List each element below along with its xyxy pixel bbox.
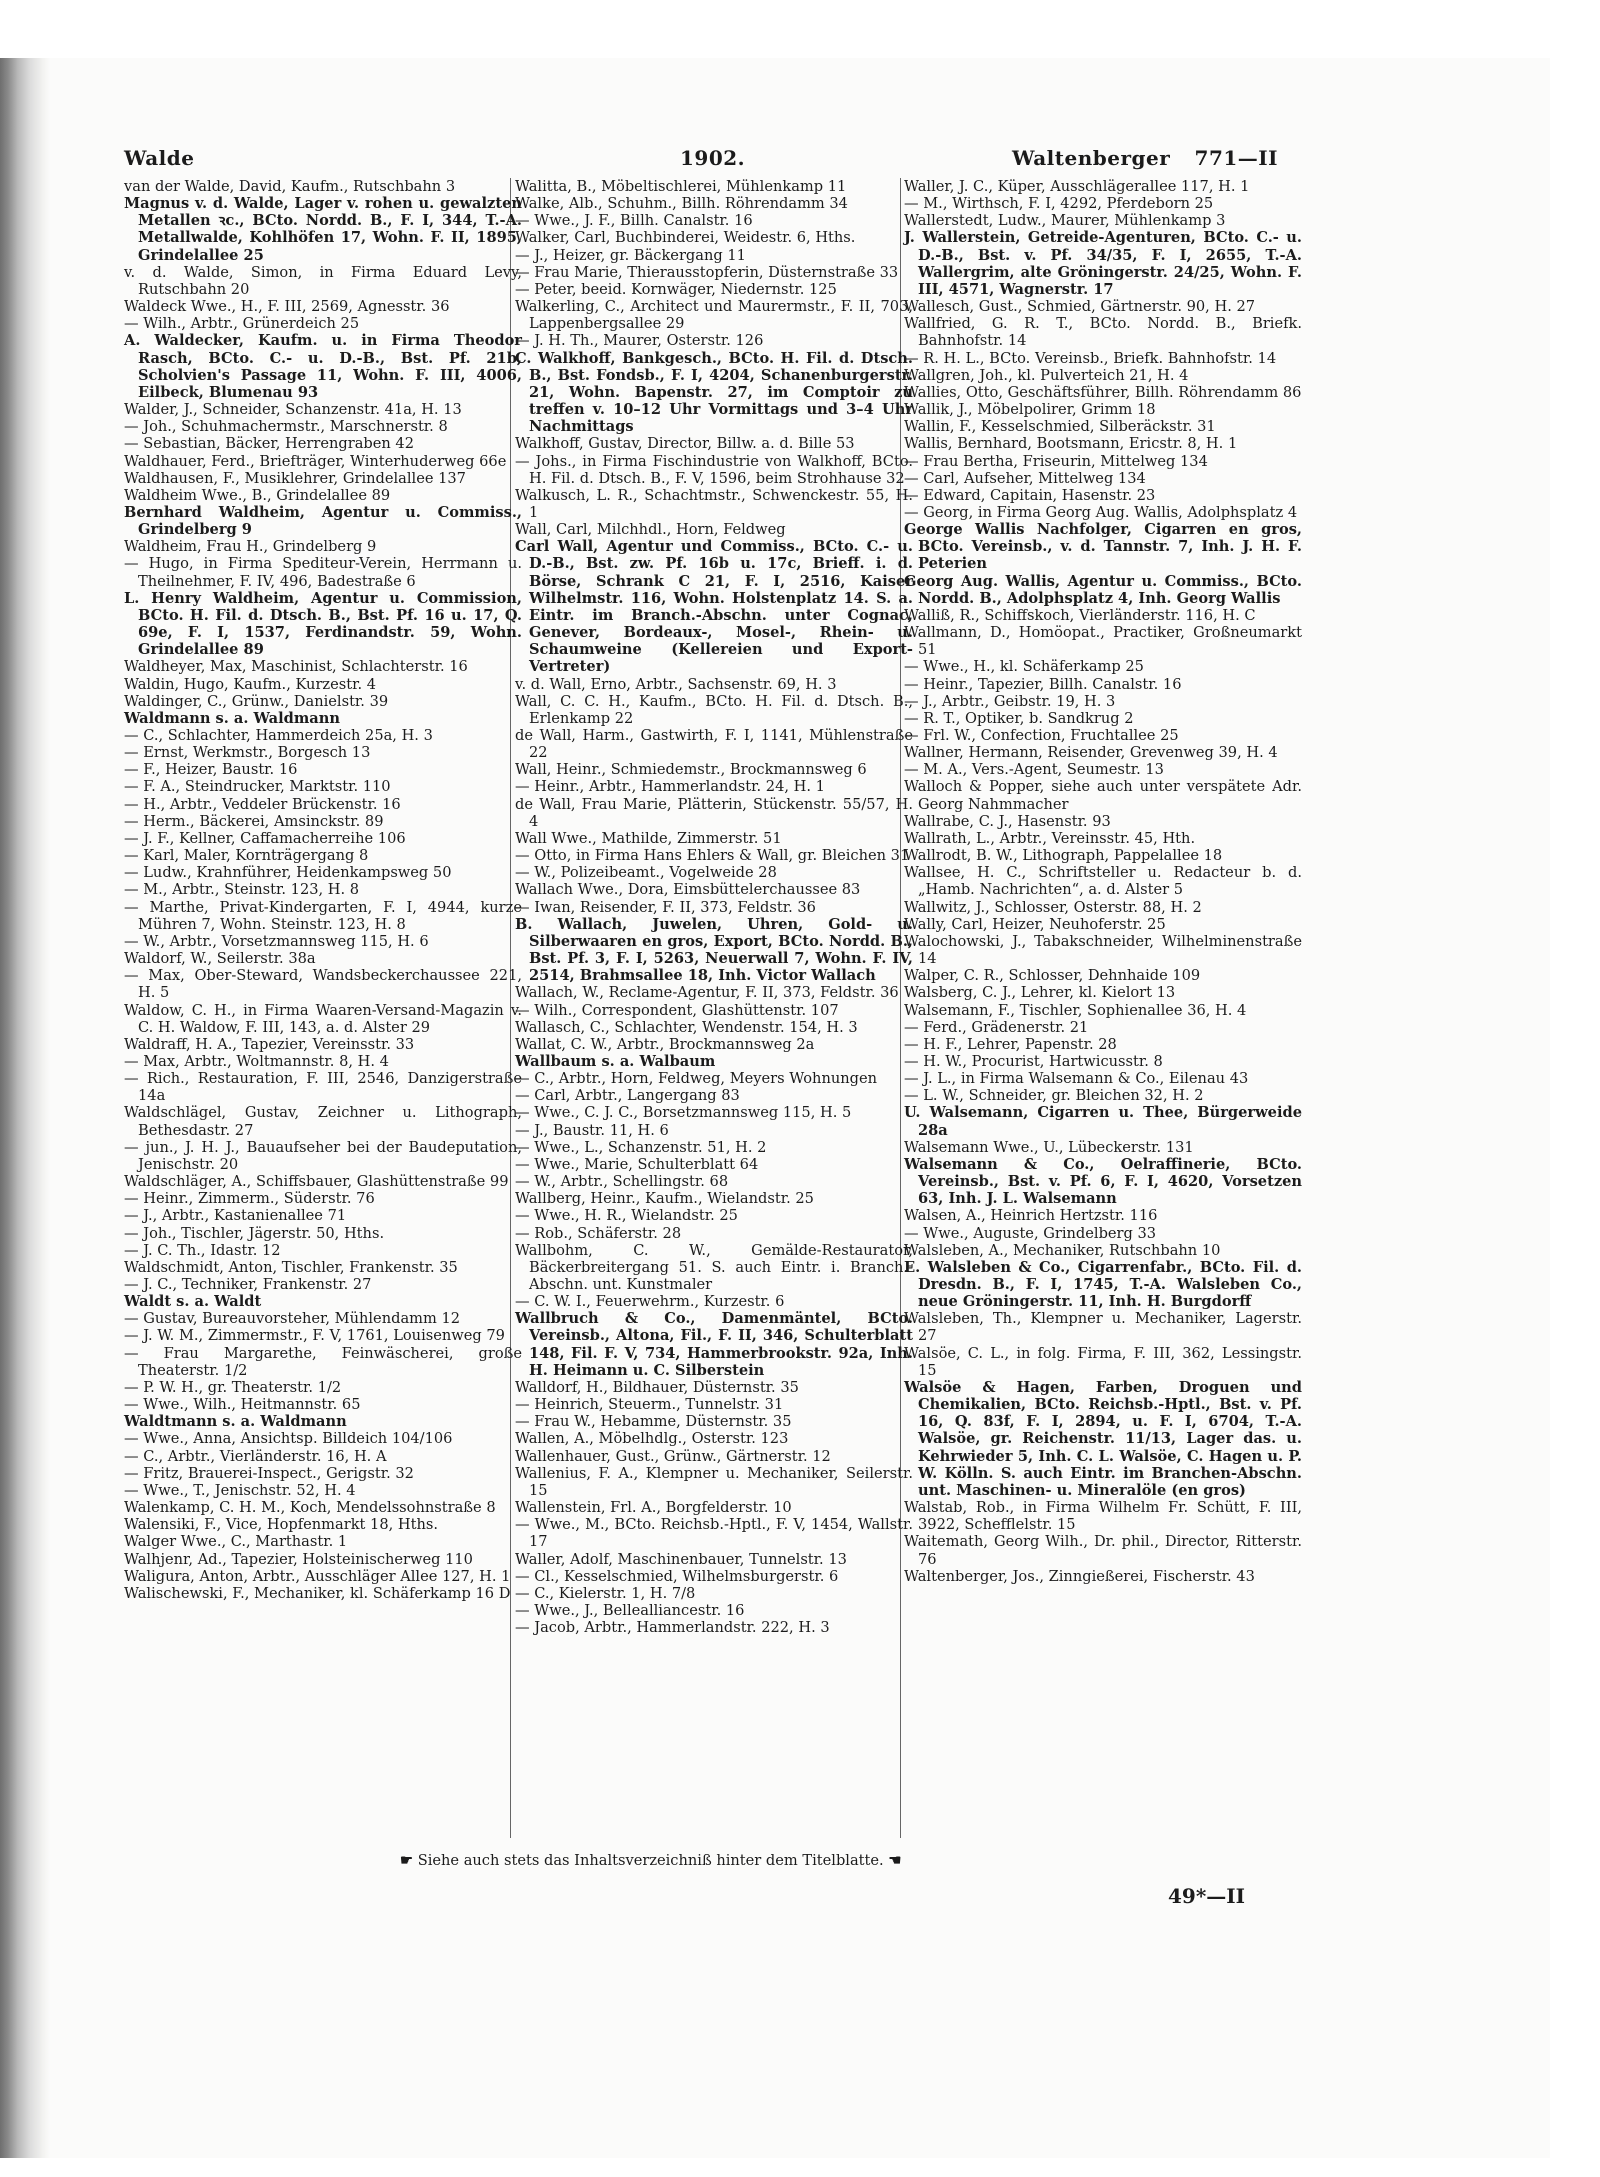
directory-entry: — M. A., Vers.-Agent, Seumestr. 13 [904,761,1164,779]
directory-entry: Wallat, C. W., Arbtr., Brockmannsweg 2a [515,1035,815,1053]
directory-entry: Waldhausen, F., Musiklehrer, Grindelallee 137 [124,469,466,487]
directory-entry: Wallrodt, B. W., Lithograph, Pappelallee 18 [904,847,1223,865]
directory-entry: Waldeck Wwe., H., F. III, 2569, Agnesstr. 36 [124,298,450,316]
directory-entry: J. Wallerstein, Getreide-Agenturen, BCto. C.- u. D.-B., Bst. v. Pf. 34/35, F. I, 2655, T.-A. Wallergrim, alte Gröningerstr. 24/25, Wohn. F. III, 4571, Wagnerstr. 17 [904,229,1302,298]
directory-entry: — F. A., Steindrucker, Marktstr. 110 [124,778,391,796]
directory-entry: — Carl, Aufseher, Mittelweg 134 [904,469,1146,487]
directory-entry: Waldheyer, Max, Maschinist, Schlachterstr. 16 [124,658,468,676]
directory-entry: — J. L., in Firma Walsemann & Co., Eilenau 43 [904,1070,1249,1088]
directory-entry: Walkerling, C., Architect und Maurermstr., F. II, 703, Lappenbergsallee 29 [515,298,913,333]
directory-entry: Waldschlägel, Gustav, Zeichner u. Lithograph, Bethesdastr. 27 [124,1104,522,1139]
directory-entry: — Gustav, Bureauvorsteher, Mühlendamm 12 [124,1310,461,1328]
directory-entry: — Frl. W., Confection, Fruchtallee 25 [904,727,1179,744]
directory-entry: — J., Heizer, gr. Bäckergang 11 [515,246,746,264]
directory-entry: — M., Arbtr., Steinstr. 123, H. 8 [124,881,360,899]
directory-entry: Wallbaum s. a. Walbaum [515,1052,716,1070]
directory-entry: Waldheim, Frau H., Grindelberg 9 [124,538,377,556]
directory-entry: Waldtmann s. a. Waldmann [124,1413,347,1431]
directory-entry: — W., Arbtr., Schellingstr. 68 [515,1173,729,1191]
directory-entry: — Frau Margarethe, Feinwäscherei, große Theaterstr. 1/2 [124,1344,522,1379]
directory-entry: Walensiki, F., Vice, Hopfenmarkt 18, Hths. [124,1516,439,1534]
directory-entry: — H., Arbtr., Veddeler Brückenstr. 16 [124,795,401,813]
directory-entry: — C. W. I., Feuerwehrm., Kurzestr. 6 [515,1293,785,1311]
directory-entry: Walsen, A., Heinrich Hertzstr. 116 [904,1207,1158,1225]
directory-entry: Wallenhauer, Gust., Grünw., Gärtnerstr. 12 [515,1447,831,1465]
header-left-keyword: Walde [124,146,195,170]
directory-entry: Wallwitz, J., Schlosser, Osterstr. 88, H. 2 [904,898,1202,916]
directory-entry: — P. W. H., gr. Theaterstr. 1/2 [124,1378,342,1396]
directory-entry: — F., Heizer, Baustr. 16 [124,761,298,779]
directory-entry: Wall Wwe., Mathilde, Zimmerstr. 51 [515,829,782,847]
directory-entry: — Georg, in Firma Georg Aug. Wallis, Adolphsplatz 4 [904,503,1298,521]
directory-entry: — C., Arbtr., Vierländerstr. 16, H. A [124,1447,387,1465]
directory-entry: Wallner, Hermann, Reisender, Grevenweg 39, H. 4 [904,744,1278,762]
directory-entry: — Peter, beeid. Kornwäger, Niedernstr. 125 [515,280,837,298]
directory-entry: Wallmann, D., Homöopat., Practiker, Großneumarkt 51 [904,624,1302,659]
directory-entry: Walstab, Rob., in Firma Wilhelm Fr. Schütt, F. III, 3922, Schefflelstr. 15 [904,1499,1302,1534]
directory-entry: v. d. Walde, Simon, in Firma Eduard Levy, Rutschbahn 20 [124,263,522,298]
directory-entry: — Heinr., Zimmerm., Süderstr. 76 [124,1190,375,1208]
directory-entry: — Fritz, Brauerei-Inspect., Gerigstr. 32 [124,1464,414,1482]
directory-entry: George Wallis Nachfolger, Cigarren en gros, BCto. Vereinsb., v. d. Tannstr. 7, Inh. J. H. F. Peterien [904,521,1302,573]
directory-entry: Walhjenr, Ad., Tapezier, Holsteinischerweg 110 [124,1550,473,1568]
directory-entry: Walder, J., Schneider, Schanzenstr. 41a, H. 13 [124,401,462,419]
pointing-hand-right-icon: ☛ [400,1852,414,1869]
directory-entry: Walsemann & Co., Oelraffinerie, BCto. Vereinsb., Bst. v. Pf. 6, F. I, 4620, Vorsetzen 63, Inh. J. L. Walsemann [904,1155,1302,1208]
directory-entry: Wallenstein, Frl. A., Borgfelderstr. 10 [515,1499,792,1517]
directory-entry: — Joh., Tischler, Jägerstr. 50, Hths. [124,1224,385,1242]
directory-entry: Waligura, Anton, Arbtr., Ausschläger Allee 127, H. 1 [124,1567,511,1585]
page-number: 49*—II [1168,1884,1246,1908]
directory-entry: Walliß, R., Schiffskoch, Vierländerstr. 116, H. C [904,606,1256,624]
directory-entry: Waldorf, W., Seilerstr. 38a [124,950,316,968]
directory-entry: — C., Arbtr., Horn, Feldweg, Meyers Wohnungen [515,1070,878,1088]
directory-entry: — H. F., Lehrer, Papenstr. 28 [904,1035,1117,1053]
directory-entry: Walenkamp, C. H. M., Koch, Mendelssohnstraße 8 [124,1499,496,1517]
directory-entry: Walkusch, L. R., Schachtmstr., Schwenckestr. 55, H. 1 [515,486,913,521]
directory-entry: U. Walsemann, Cigarren u. Thee, Bürgerweide 28a [904,1104,1302,1139]
directory-entry: — Frau Marie, Thierausstopferin, Düsternstraße 33 [515,263,899,281]
pointing-hand-left-icon: ☚ [888,1852,902,1869]
directory-entry: Wall, Carl, Milchhdl., Horn, Feldweg [515,521,786,539]
directory-entry: — Joh., Schuhmachermstr., Marschnerstr. 8 [124,418,448,436]
directory-entry: Walldorf, H., Bildhauer, Düsternstr. 35 [515,1378,799,1396]
directory-entry: — R. H. L., BCto. Vereinsb., Briefk. Bahnhofstr. 14 [904,349,1277,367]
directory-entry: — Wwe., Marie, Schulterblatt 64 [515,1155,759,1173]
directory-entry: — Carl, Arbtr., Langergang 83 [515,1087,740,1105]
directory-entry: Wallenius, F. A., Klempner u. Mechaniker, Seilerstr. 15 [515,1464,913,1499]
directory-entry: — Ferd., Grädenerstr. 21 [904,1018,1089,1036]
directory-entry: Wall, Heinr., Schmiedemstr., Brockmannsweg 6 [515,761,867,779]
directory-entry: Wallbruch & Co., Damenmäntel, BCto. Vereinsb., Altona, Fil., F. II, 346, Schulterblatt 148, Fil. F. V, 734, Hammerbrookstr. 92a, Inh. H. Heimann u. C. Silberstein [515,1310,913,1379]
directory-entry: Walischewski, F., Mechaniker, kl. Schäferkamp 16 D [124,1584,511,1602]
directory-entry: Wallrath, L., Arbtr., Vereinsstr. 45, Hth. [904,829,1196,847]
directory-entry: — Wwe., J., Bellealliancestr. 16 [515,1601,745,1619]
directory-entry: — Wwe., J. F., Billh. Canalstr. 16 [515,212,753,230]
directory-entry: L. Henry Waldheim, Agentur u. Commission, BCto. H. Fil. d. Dtsch. B., Bst. Pf. 16 u. 17, Q. 69e, F. I, 1537, Ferdinandstr. 59, Wohn. Grindelallee 89 [124,589,522,659]
header-right [1012,146,1278,174]
directory-entry: — Hugo, in Firma Spediteur-Verein, Herrmann u. Theilnehmer, F. IV, 496, Badestraße 6 [124,555,522,590]
directory-entry: — W., Arbtr., Vorsetzmannsweg 115, H. 6 [124,932,429,950]
directory-entry: — H. W., Procurist, Hartwicusstr. 8 [904,1052,1163,1070]
directory-entry: Walke, Alb., Schuhm., Billh. Röhrendamm 34 [515,195,848,213]
directory-entry: Waldt s. a. Waldt [124,1293,262,1311]
directory-entry: — W., Polizeibeamt., Vogelweide 28 [515,864,777,882]
directory-entry: — L. W., Schneider, gr. Bleichen 32, H. 2 [904,1087,1204,1105]
directory-entry: — C., Schlachter, Hammerdeich 25a, H. 3 [124,727,433,744]
book-spine-shadow [0,58,50,2158]
directory-entry: Walsleben, Th., Klempner u. Mechaniker, Lagerstr. 27 [904,1310,1302,1345]
directory-entry: — Wilh., Arbtr., Grünerdeich 25 [124,315,360,333]
directory-entry: — Marthe, Privat-Kindergarten, F. I, 4944, kurze Mühren 7, Wohn. Steinstr. 123, H. 8 [124,898,522,933]
directory-entry: — Wwe., C. J. C., Borsetzmannsweg 115, H. 5 [515,1104,852,1122]
directory-entry: Wallis, Bernhard, Bootsmann, Ericstr. 8, H. 1 [904,435,1238,453]
directory-entry: — Edward, Capitain, Hasenstr. 23 [904,486,1156,504]
directory-column-1 [124,178,522,1602]
directory-entry: — Wwe., Anna, Ansichtsp. Billdeich 104/106 [124,1430,453,1448]
footer-text: Siehe auch stets das Inhaltsverzeichniß hinter dem Titelblatte. [417,1852,884,1869]
directory-entry: Wallerstedt, Ludw., Maurer, Mühlenkamp 3 [904,212,1226,230]
directory-entry: Wallfried, G. R. T., BCto. Nordd. B., Briefk. Bahnhofstr. 14 [904,315,1302,350]
directory-entry: Wallsee, H. C., Schriftsteller u. Redacteur b. d. „Hamb. Nachrichten“, a. d. Alster 5 [904,864,1302,899]
footer-note [400,1852,901,1869]
directory-entry: Waldinger, C., Grünw., Danielstr. 39 [124,692,389,710]
directory-entry: Waldschläger, A., Schiffsbauer, Glashüttenstraße 99 [124,1173,509,1191]
directory-entry: Walitta, B., Möbeltischlerei, Mühlenkamp 11 [515,178,847,195]
directory-entry: — Frau Bertha, Friseurin, Mittelweg 134 [904,452,1208,470]
directory-entry: — Frau W., Hebamme, Düsternstr. 35 [515,1413,792,1431]
directory-entry: Walsemann, F., Tischler, Sophienallee 36, H. 4 [904,1001,1247,1019]
directory-entry: — Rich., Restauration, F. III, 2546, Danzigerstraße 14a [124,1070,522,1105]
directory-entry: Wallrabe, C. J., Hasenstr. 93 [904,812,1111,830]
directory-entry: Georg Aug. Wallis, Agentur u. Commiss., BCto. Nordd. B., Adolphsplatz 4, Inh. Georg Wallis [904,572,1302,607]
directory-entry: Walsöe, C. L., in folg. Firma, F. III, 362, Lessingstr. 15 [904,1344,1302,1379]
directory-entry: Waltenberger, Jos., Zinngießerei, Fischerstr. 43 [904,1567,1255,1585]
directory-entry: Walsleben, A., Mechaniker, Rutschbahn 10 [904,1241,1221,1259]
header-page-number: 771—II [1194,146,1278,170]
directory-entry: Wallgren, Joh., kl. Pulverteich 21, H. 4 [904,366,1189,384]
directory-entry: Wallin, F., Kesselschmied, Silberäckstr. 31 [904,418,1216,436]
directory-entry: — Wwe., L., Schanzenstr. 51, H. 2 [515,1138,767,1156]
directory-entry: — J. F., Kellner, Caffamacherreihe 106 [124,829,406,847]
directory-entry: de Wall, Frau Marie, Plätterin, Stückenstr. 55/57, H. 4 [515,795,913,830]
directory-entry: Waldschmidt, Anton, Tischler, Frankenstr. 35 [124,1258,458,1276]
directory-entry: Wallbohm, C. W., Gemälde-Restaurator, Bäckerbreitergang 51. S. auch Eintr. i. Branch.-Abschn. unt. Kunstmaler [515,1241,913,1293]
directory-entry: de Wall, Harm., Gastwirth, F. I, 1141, Mühlenstraße 22 [515,727,913,762]
directory-entry: Waldmann s. a. Waldmann [124,709,340,727]
directory-entry: Waldow, C. H., in Firma Waaren-Versand-Magazin v. C. H. Waldow, F. III, 143, a. d. Alster 29 [124,1001,522,1036]
directory-entry: — Heinrich, Steuerm., Tunnelstr. 31 [515,1396,784,1414]
directory-entry: — J. H. Th., Maurer, Osterstr. 126 [515,332,764,350]
directory-entry: B. Wallach, Juwelen, Uhren, Gold- u. Silberwaaren en gros, Export, BCto. Nordd. B., Bst. Pf. 3, F. I, 5263, Neuerwall 7, Wohn. F. IV, 2514, Brahmsallee 18, Inh. Victor Wallach [515,915,913,985]
directory-entry: — Herm., Bäckerei, Amsinckstr. 89 [124,812,384,830]
directory-entry: Walger Wwe., C., Marthastr. 1 [124,1533,348,1551]
directory-entry: Wallesch, Gust., Schmied, Gärtnerstr. 90, H. 27 [904,298,1256,316]
directory-entry: Wallach, W., Reclame-Agentur, F. II, 373, Feldstr. 36 [515,984,899,1002]
directory-entry: — Max, Ober-Steward, Wandsbeckerchaussee 221, H. 5 [124,967,522,1002]
directory-entry: Waldhauer, Ferd., Briefträger, Winterhuderweg 66e [124,452,507,470]
directory-entry: — Wwe., Wilh., Heitmannstr. 65 [124,1396,361,1414]
directory-entry: C. Walkhoff, Bankgesch., BCto. H. Fil. d. Dtsch. B., Bst. Fondsb., F. I, 4204, Schanenburgerstr. 21, Wohn. Bapenstr. 27, im Comptoir zu treffen v. 10–12 Uhr Vormittags und 3–4 Uhr Nachmittags [515,349,913,436]
directory-entry: Wallasch, C., Schlachter, Wendenstr. 154, H. 3 [515,1018,858,1036]
directory-entry: — Wwe., H., kl. Schäferkamp 25 [904,658,1144,676]
directory-entry: Wally, Carl, Heizer, Neuhoferstr. 25 [904,915,1166,933]
directory-entry: — Wwe., M., BCto. Reichsb.-Hptl., F. V, 1454, Wallstr. 17 [515,1516,913,1551]
directory-entry: Walsemann Wwe., U., Lübeckerstr. 131 [904,1138,1194,1156]
directory-column-3 [904,178,1302,1585]
directory-entry: Bernhard Waldheim, Agentur u. Commiss., Grindelberg 9 [124,503,522,539]
directory-entry: — J. C. Th., Idastr. 12 [124,1241,281,1259]
header-year: 1902. [680,146,746,170]
directory-entry: Waldheim Wwe., B., Grindelallee 89 [124,486,391,504]
directory-entry: — jun., J. H. J., Bauaufseher bei der Baudeputation, Jenischstr. 20 [124,1138,522,1173]
directory-entry: Waitemath, Georg Wilh., Dr. phil., Director, Ritterstr. 76 [904,1533,1302,1568]
directory-entry: A. Waldecker, Kaufm. u. in Firma Theodor Rasch, BCto. C.- u. D.-B., Bst. Pf. 21b, Scholvien's Passage 11, Wohn. F. III, 4006, Eilbeck, Blumenau 93 [124,332,522,401]
directory-entry: Walker, Carl, Buchbinderei, Weidestr. 6, Hths. [515,229,856,247]
directory-entry: Walper, C. R., Schlosser, Dehnhaide 109 [904,967,1201,985]
directory-entry: Wallen, A., Möbelhdlg., Osterstr. 123 [515,1430,789,1448]
directory-entry: Walochowski, J., Tabakschneider, Wilhelminenstraße 14 [904,932,1302,968]
directory-entry: Walsöe & Hagen, Farben, Droguen und Chemikalien, BCto. Reichsb.-Hptl., Bst. v. Pf. 16, Q. 83f, F. I, 2894, u. F. I, 6704, T.-A. Walsöe, gr. Reichenstr. 11/13, Lager das. u. Kehrwieder 5, Inh. C. L. Walsöe, C. Hagen u. P. W. Kölln. S. auch Eintr. im Branchen-Abschn. unt. Maschinen- u. Mineralöle (en gros) [904,1378,1302,1499]
directory-entry: — Max, Arbtr., Woltmannstr. 8, H. 4 [124,1052,389,1070]
directory-entry: Magnus v. d. Walde, Lager v. rohen u. gewalzten Metallen ꝛc., BCto. Nordd. B., F. I, 344, T.-A. Metallwalde, Kohlhöfen 17, Wohn. F. II, 1895, Grindelallee 25 [124,195,522,264]
directory-entry: — M., Wirthsch, F. I, 4292, Pferdeborn 25 [904,195,1214,213]
directory-entry: — Wwe., Auguste, Grindelberg 33 [904,1224,1157,1242]
directory-entry: Walkhoff, Gustav, Director, Billw. a. d. Bille 53 [515,435,855,453]
directory-entry: — Rob., Schäferstr. 28 [515,1224,682,1242]
directory-entry: — Johs., in Firma Fischindustrie von Walkhoff, BCto. H. Fil. d. Dtsch. B., F. V, 1596, beim Strohhause 32 [515,452,913,487]
directory-entry: Walsberg, C. J., Lehrer, kl. Kielort 13 [904,984,1176,1002]
header-right-keyword: Waltenberger [1012,146,1171,170]
directory-entry: — Wwe., H. R., Wielandstr. 25 [515,1207,738,1225]
directory-entry: — Ernst, Werkmstr., Borgesch 13 [124,744,371,762]
directory-entry: — R. T., Optiker, b. Sandkrug 2 [904,709,1134,727]
directory-entry: — Sebastian, Bäcker, Herrengraben 42 [124,435,414,453]
directory-entry: — Wwe., T., Jenischstr. 52, H. 4 [124,1481,356,1499]
directory-entry: — J., Arbtr., Geibstr. 19, H. 3 [904,692,1116,710]
directory-entry: — Jacob, Arbtr., Hammerlandstr. 222, H. 3 [515,1619,830,1637]
directory-entry: Carl Wall, Agentur und Commiss., BCto. C.- u. D.-B., Bst. zw. Pf. 16b u. 17c, Brieff. i. d. Börse, Schrank C 21, F. I, 2516, Kaiser Wilhelmstr. 116, Wohn. Holstenplatz 14. S. a. Eintr. im Branch.-Abschn. unter Cognac, Genever, Bordeaux-, Mosel-, Rhein- u. Schaumweine (Kellereien und Export-Vertreter) [515,538,913,676]
directory-entry: van der Walde, David, Kaufm., Rutschbahn 3 [124,178,456,195]
directory-entry: Walloch & Popper, siehe auch unter verspätete Adr. Georg Nahmmacher [904,778,1302,813]
directory-entry: E. Walsleben & Co., Cigarrenfabr., BCto. Fil. d. Dresdn. B., F. I, 1745, T.-A. Walsleben Co., neue Gröningerstr. 11, Inh. H. Burgdorff [904,1258,1302,1311]
directory-entry: — Heinr., Tapezier, Billh. Canalstr. 16 [904,675,1182,693]
directory-entry: — Cl., Kesselschmied, Wilhelmsburgerstr. 6 [515,1567,839,1585]
directory-column-2 [515,178,913,1636]
directory-entry: v. d. Wall, Erno, Arbtr., Sachsenstr. 69, H. 3 [515,675,837,693]
directory-entry: — Ludw., Krahnführer, Heidenkampsweg 50 [124,864,452,882]
directory-entry: Waller, Adolf, Maschinenbauer, Tunnelstr. 13 [515,1550,847,1568]
directory-entry: — J., Arbtr., Kastanienallee 71 [124,1207,347,1225]
directory-entry: — Karl, Maler, Kornträgergang 8 [124,847,369,865]
directory-entry: Waldraff, H. A., Tapezier, Vereinsstr. 33 [124,1035,415,1053]
directory-entry: Wallies, Otto, Geschäftsführer, Billh. Röhrendamm 86 [904,383,1302,401]
directory-entry: — Wilh., Correspondent, Glashüttenstr. 107 [515,1001,839,1019]
directory-entry: — J. C., Techniker, Frankenstr. 27 [124,1276,372,1293]
directory-entry: Wallach Wwe., Dora, Eimsbüttelerchaussee 83 [515,881,861,899]
directory-entry: Waller, J. C., Küper, Ausschlägerallee 117, H. 1 [904,178,1250,195]
directory-entry: — J., Baustr. 11, H. 6 [515,1121,669,1139]
directory-entry: — J. W. M., Zimmermstr., F. V, 1761, Louisenweg 79 [124,1327,505,1345]
directory-entry: — Heinr., Arbtr., Hammerlandstr. 24, H. 1 [515,778,825,796]
directory-entry: Wall, C. C. H., Kaufm., BCto. H. Fil. d. Dtsch. B., Erlenkamp 22 [515,692,913,727]
directory-entry: — C., Kielerstr. 1, H. 7/8 [515,1584,696,1602]
directory-entry: Wallik, J., Möbelpolirer, Grimm 18 [904,401,1156,419]
directory-entry: — Iwan, Reisender, F. II, 373, Feldstr. 36 [515,898,816,916]
directory-entry: — Otto, in Firma Hans Ehlers & Wall, gr. Bleichen 31 [515,847,910,865]
directory-entry: Wallberg, Heinr., Kaufm., Wielandstr. 25 [515,1190,814,1208]
directory-entry: Waldin, Hugo, Kaufm., Kurzestr. 4 [124,675,377,693]
